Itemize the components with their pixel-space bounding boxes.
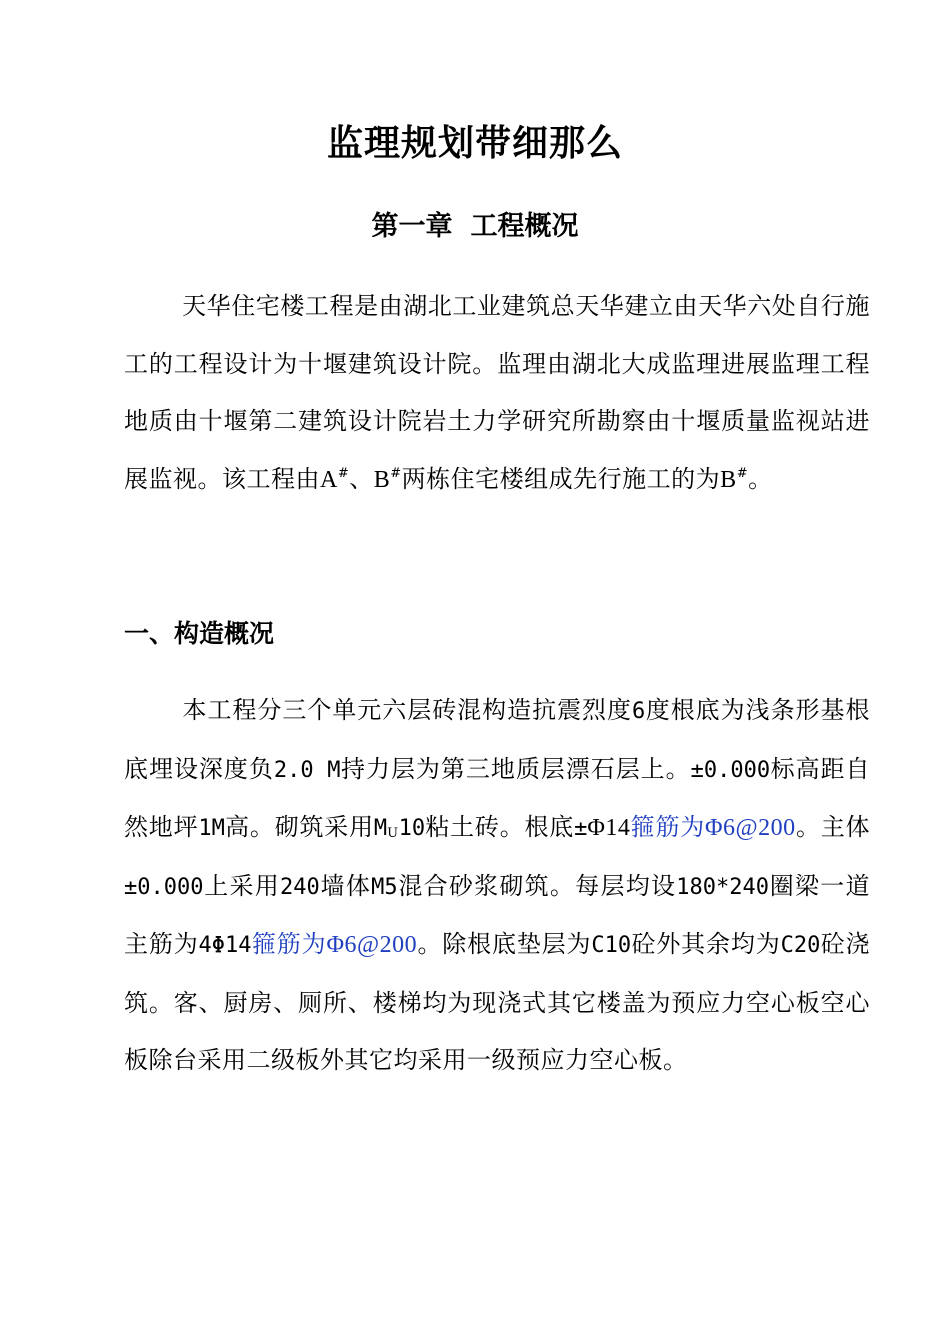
concrete-grade-c20: C20 (780, 933, 821, 958)
concrete-grade-c10: C10 (591, 933, 632, 958)
height-value: 1M (198, 816, 225, 841)
building-a: A (320, 466, 338, 493)
plus-minus-sign: ± (574, 816, 588, 841)
intro-text: 天华住宅楼工程是由湖北工业建筑总天华建立由天华六处自行施工的工程设计为十堰建筑设计院。监理由湖北大成监理进展监理工程地质由十堰第二建筑设计院岩土力学研究所勘察由十堰质量监视站进展监视。该工程由 (124, 292, 870, 493)
structure-text: 砼浇筑。客、厨房、厕所、楼梯均为现浇式其它楼盖为预应力空心板空心板除台采用二级板外其它均采用一级预应力空心板。 (124, 930, 871, 1074)
structure-text: 本工程分三个单元六层砖混构造抗震烈度 (182, 696, 632, 724)
stirrup-value: Φ6@200 (326, 932, 418, 958)
intro-mid-text: 两栋住宅楼组成先行施工的为 (401, 464, 721, 493)
brick-grade-value: 10 (398, 816, 426, 841)
foundation-depth-value: 2.0 M (273, 757, 341, 783)
ring-beam-dims: 180*240 (676, 874, 769, 900)
elevation-value: ±0.000 (690, 757, 771, 783)
structure-text: 砼外其余均为 (631, 930, 781, 958)
building-separator: 、 (349, 464, 374, 493)
building-b-first: B (720, 466, 737, 493)
intro-paragraph (124, 278, 870, 509)
stirrup-spec-1 (630, 813, 795, 841)
building-b: B (373, 466, 391, 493)
elevation-value: ±0.000 (124, 874, 204, 900)
structure-text: 。主体 (795, 813, 871, 841)
document-title: 监理规划带细那么 (326, 123, 623, 164)
structure-text: 持力层为第三地质层漂石层上。 (340, 754, 691, 783)
wall-thickness-value: 240 (280, 874, 320, 900)
structure-text: 标高距自然地坪 (124, 754, 871, 841)
main-rebar-spec: 4Φ14 (198, 933, 252, 958)
rebar-spec: Φ14 (587, 815, 631, 841)
brick-grade-letter: M (373, 816, 388, 841)
structure-text: 墙体 (319, 871, 372, 900)
structure-text: 。除根底垫层为 (417, 930, 592, 958)
building-b-mark: # (390, 465, 402, 481)
structure-text: 圈梁一道主筋为 (124, 871, 871, 958)
seismic-intensity-value: 6 (632, 699, 646, 724)
building-a-mark: # (337, 465, 350, 481)
stirrup-spec-2 (252, 930, 418, 958)
intro-end: 。 (748, 464, 773, 493)
chapter-heading (0, 205, 950, 249)
structure-text: 粘土砖。根底 (425, 813, 575, 841)
structure-text: 高。砌筑采用 (224, 813, 374, 841)
stirrup-value: Φ6@200 (705, 815, 796, 841)
stirrup-label: 箍筋为 (630, 813, 706, 841)
structure-paragraph (124, 682, 870, 1090)
section-heading-structure: 一、构造概况 (124, 619, 275, 648)
building-b-first-mark: # (736, 465, 749, 481)
brick-grade-subscript: U (387, 826, 399, 841)
chapter-name: 工程概况 (470, 211, 579, 242)
mortar-grade-value: M5 (371, 874, 398, 900)
structure-text: 度根底为浅条形基根底埋设深度负 (124, 696, 871, 783)
structure-text: 上采用 (203, 871, 281, 900)
chapter-label: 第一章 (371, 211, 453, 242)
stirrup-label: 箍筋为 (251, 930, 327, 958)
structure-text: 混合砂浆砌筑。每层均设 (397, 871, 677, 900)
